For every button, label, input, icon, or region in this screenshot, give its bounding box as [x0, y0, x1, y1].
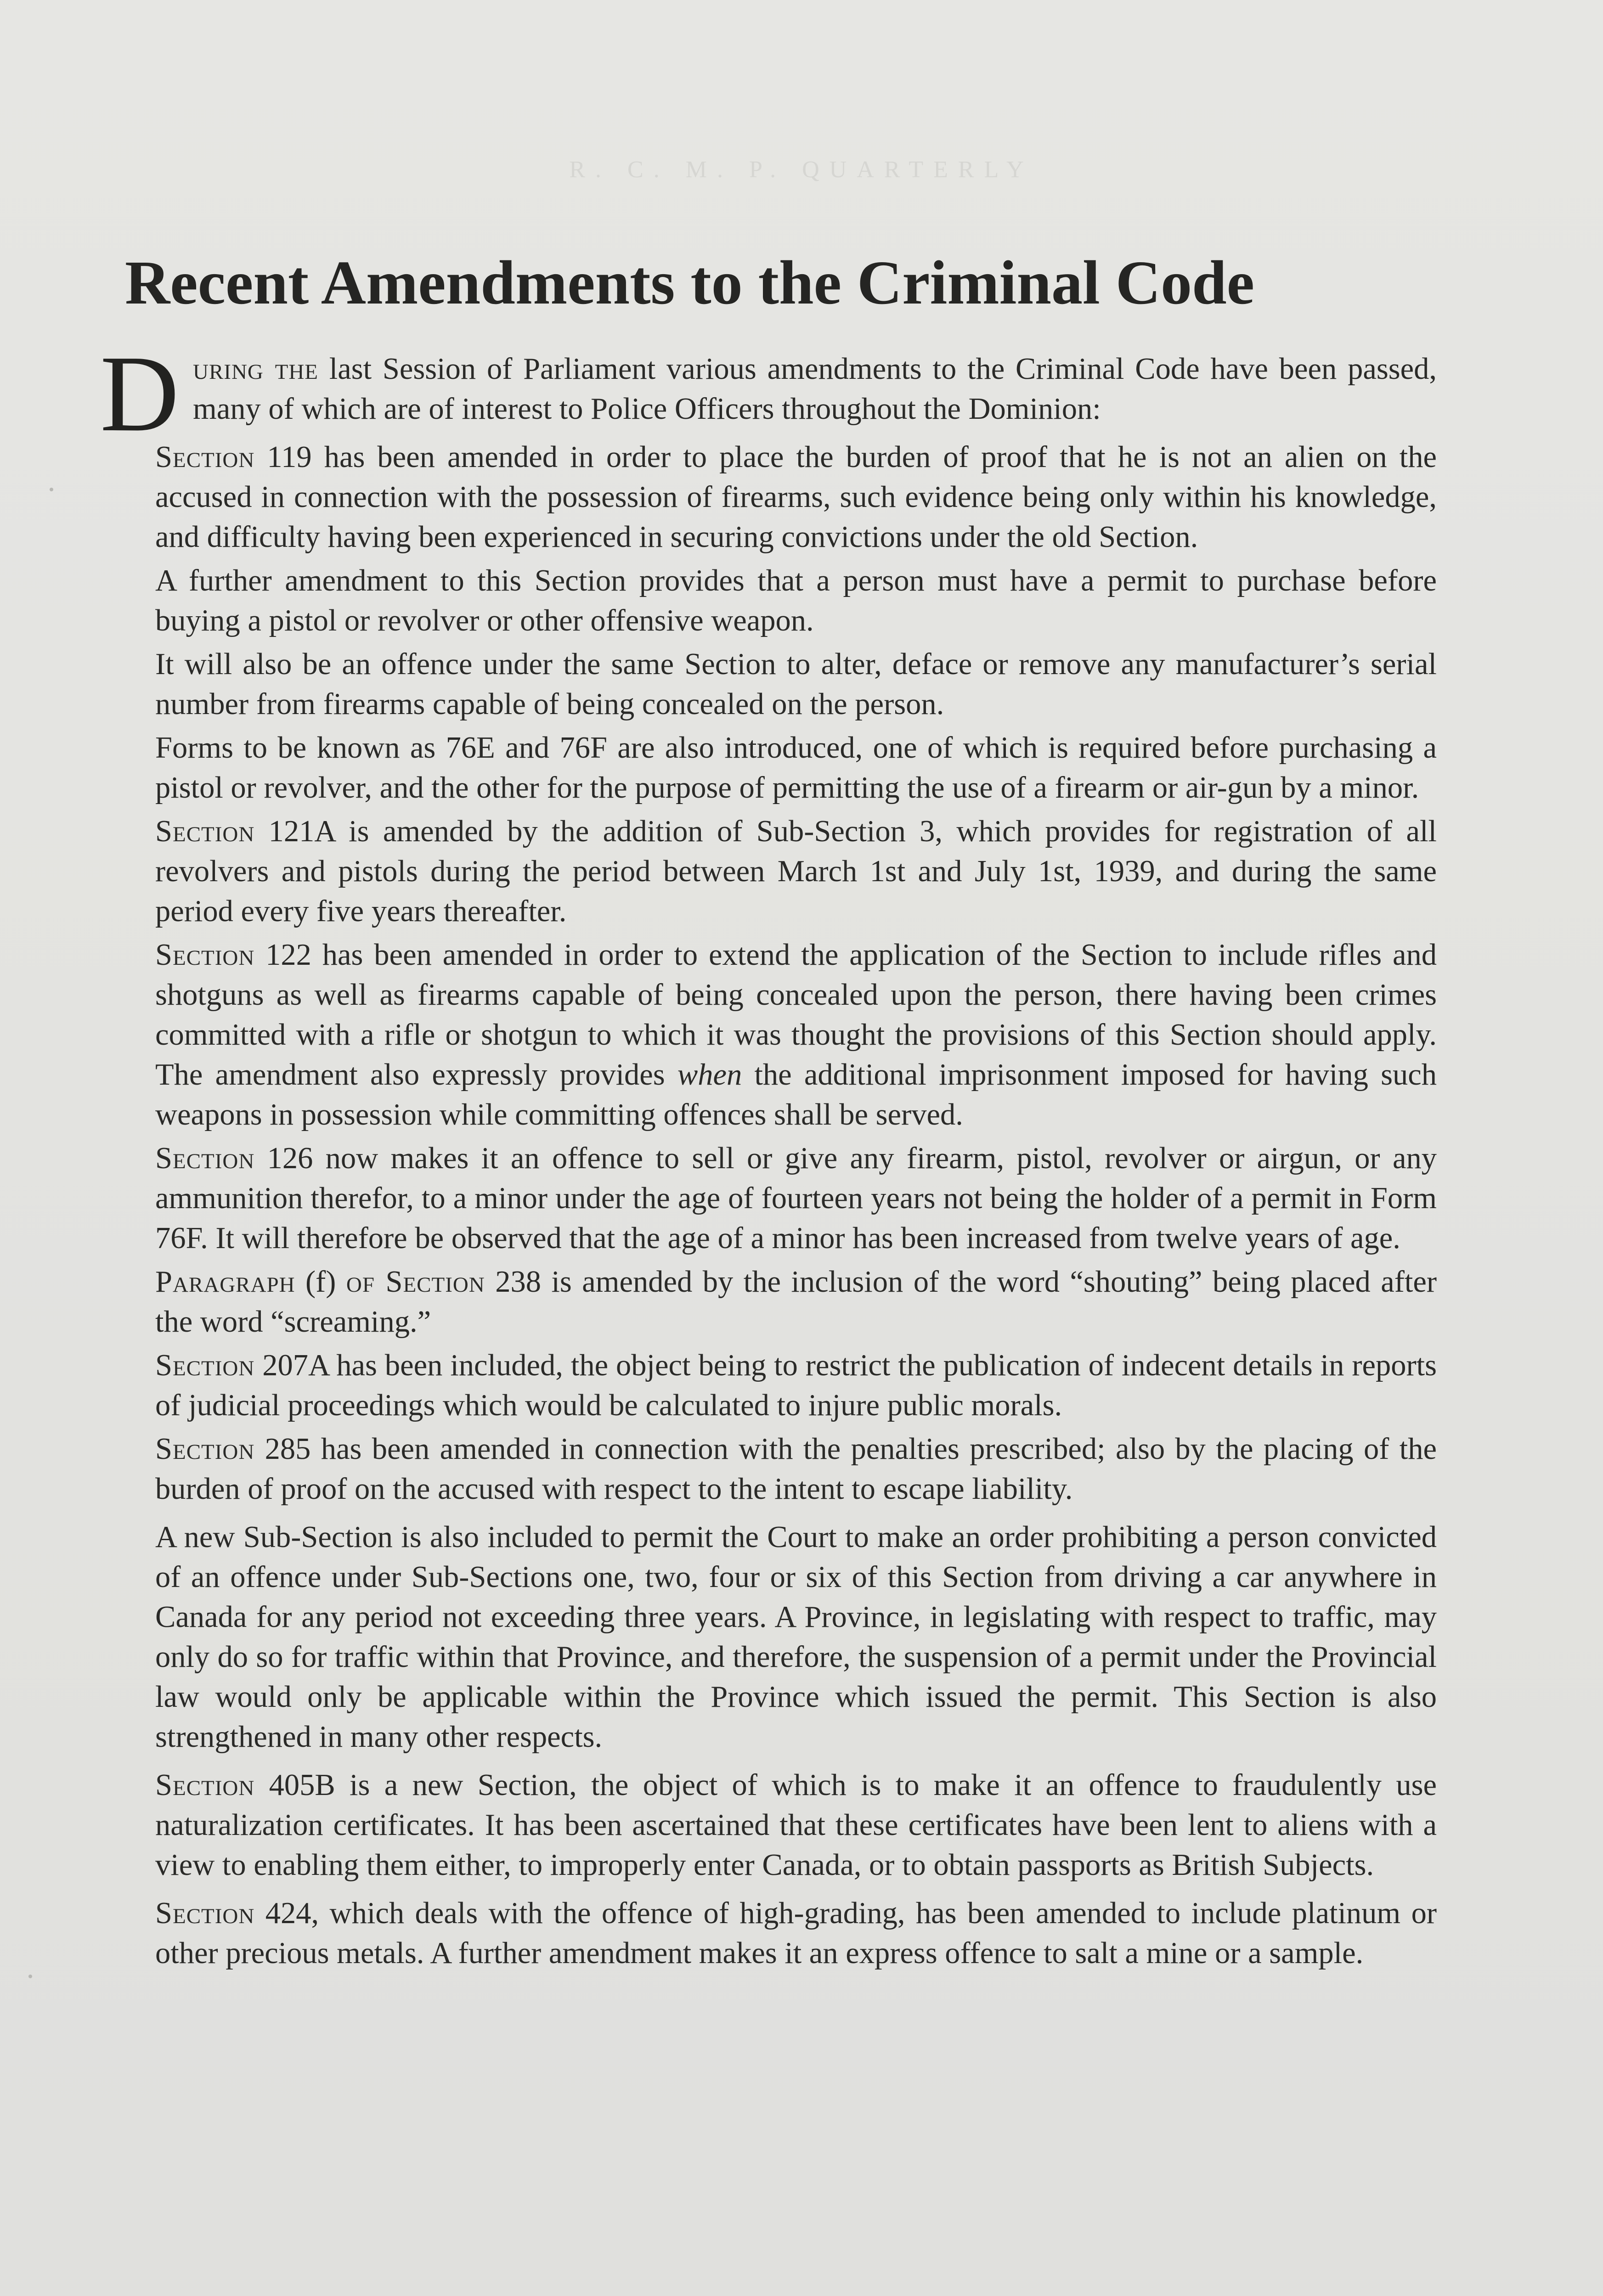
paragraph-section-405b [155, 1765, 1437, 1885]
page-title: Recent Amendments to the Criminal Code [125, 248, 1255, 317]
intro-paragraph [100, 333, 1437, 454]
paragraph-text: 405B is a new Section, the object of which is to make it an offence to fraudulently use naturalization certificates. It has been ascertained that these certificates have been lent to aliens with a view to enabling them either, to improperly enter Canada, or to obtain passports as British Subjects. [155, 1768, 1437, 1882]
paragraph-text: 285 has been amended in connection with the penalties prescribed; also by the placing of the burden of proof on the accused with respect to the intent to escape liability. [155, 1432, 1437, 1506]
paragraph-lead: Section [155, 1349, 255, 1382]
article-body [100, 333, 1437, 1977]
paragraph-new-sub-section [155, 1517, 1437, 1757]
paper-speck [50, 488, 53, 491]
paragraph-section-121a [155, 811, 1437, 931]
paragraph-section-119 [155, 437, 1437, 557]
intro-body: last Session of Parliament various amendments to the Criminal Code have been passed, many of which are of interest to Police Officers throughout the Dominion: [193, 352, 1437, 426]
paragraph-section-424 [155, 1893, 1437, 1973]
running-head-bleedthrough: R. C. M. P. QUARTERLY [569, 157, 1034, 183]
paragraph-lead: Section [155, 1896, 255, 1930]
drop-cap: D [100, 333, 179, 454]
paragraph-section-126 [155, 1138, 1437, 1258]
paper-speck [28, 1975, 32, 1978]
paragraph-text: 424, which deals with the offence of high-grading, has been amended to include platinum or other precious metals. A further amendment makes it an express offence to salt a mine or a sample. [155, 1896, 1437, 1970]
paragraph-lead: Section [155, 1768, 255, 1802]
paragraph-lead-secondary: of Section [346, 1265, 485, 1299]
paragraph-forms [155, 728, 1437, 808]
paragraph-text: It will also be an offence under the same Section to alter, deface or remove any manufacturer’s serial number from firearms capable of being concealed on the person. [155, 647, 1437, 721]
paragraph-text: 207A has been included, the object being to restrict the publication of indecent details in reports of judicial proceedings which would be calculated to injure public morals. [155, 1349, 1437, 1422]
paragraph-section-285 [155, 1429, 1437, 1509]
paragraph-text: 126 now makes it an offence to sell or give any firearm, pistol, revolver or airgun, or any ammunition therefor, to a minor under the age of fourteen years not being the holder of a permit in Form 76F. It will therefore be observed that the age of a minor has been increased from twelve years of age. [155, 1142, 1437, 1255]
paragraph-lead: Section [155, 938, 255, 972]
paragraph-section-207a [155, 1345, 1437, 1425]
paragraph-lead: Paragraph [155, 1265, 295, 1299]
paragraph-text: A new Sub-Section is also included to permit the Court to make an order prohibiting a person convicted of an offence under Sub-Sections one, two, four or six of this Section from driving a car anywhere in Canada for any period not exceeding three years. A Province, in legislating with respect to traffic, may only do so for traffic within that Province, and therefore, the suspension of a permit under the Provincial law would only be applicable within the Province which issued the permit. This Section is also strengthened in many other respects. [155, 1520, 1437, 1754]
paragraph-lead: Section [155, 1432, 255, 1466]
paragraph-italic-word: when [677, 1058, 742, 1092]
paragraph-text: the additional imprisonment imposed for having such weapons in possession while committing offences shall be served. [155, 1058, 1437, 1131]
paragraph-text: A further amendment to this Section provides that a person must have a permit to purchase before buying a pistol or revolver or other offensive weapon. [155, 564, 1437, 637]
paragraph-text: (f) [295, 1265, 346, 1299]
paragraph-section-238 [155, 1262, 1437, 1342]
paragraph-lead: Section [155, 815, 255, 848]
paragraph-section-122 [155, 935, 1437, 1135]
paragraph-text: 119 has been amended in order to place the burden of proof that he is not an alien on the accused in connection with the possession of firearms, such evidence being only within his knowledge, and difficulty having been experienced in securing convictions under the old Section. [155, 440, 1437, 554]
paragraph-lead: Section [155, 440, 255, 474]
paragraph-text: Forms to be known as 76E and 76F are also introduced, one of which is required before purchasing a pistol or revolver, and the other for the purpose of permitting the use of a firearm or air-gun by a minor. [155, 731, 1437, 805]
paragraph-serial-number [155, 644, 1437, 724]
paragraph-text: 121A is amended by the addition of Sub-Section 3, which provides for registration of all revolvers and pistols during the period between March 1st and July 1st, 1939, and during the same period every five years thereafter. [155, 815, 1437, 928]
paragraph-lead: Section [155, 1142, 255, 1175]
paragraph-permit-to-purchase [155, 561, 1437, 641]
intro-lead: uring the [193, 352, 318, 386]
paragraph-text: 122 has been amended in order to extend the application of the Section to include rifles and shotguns as well as firearms capable of being concealed upon the person, there having been crimes committed with a rifle or shotgun to which it was thought the provisions of this Section should apply. The amendment also expressly provides [155, 938, 1437, 1092]
paragraph-text: 238 is amended by the inclusion of the word “shouting” being placed after the word “screaming.” [155, 1265, 1437, 1339]
intro-text [193, 349, 1437, 429]
